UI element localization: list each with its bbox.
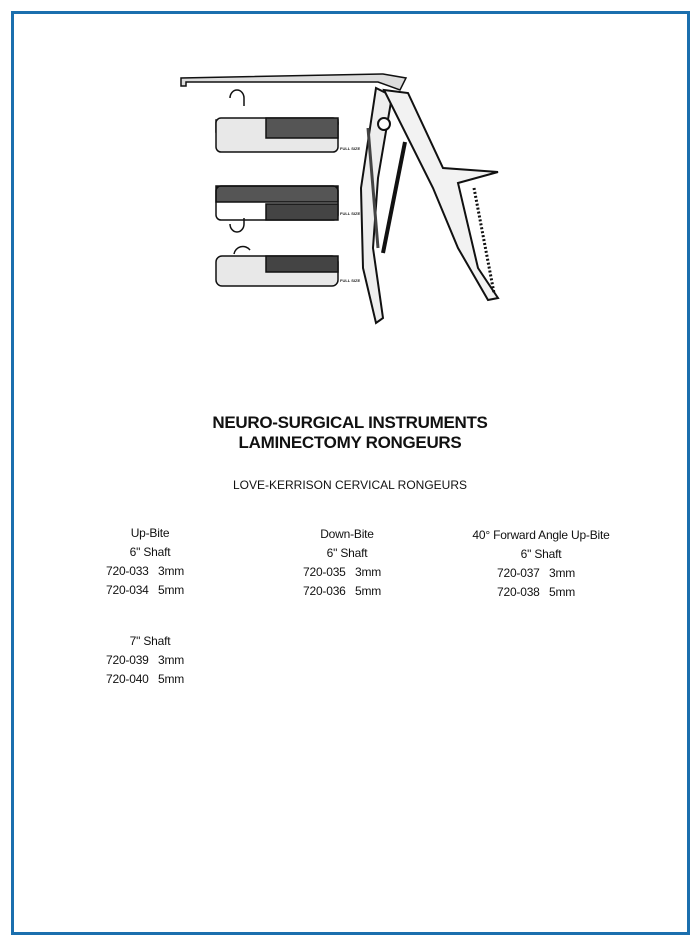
group-title: Up-Bite	[130, 526, 170, 540]
part-size: 5mm	[158, 583, 185, 597]
part-size: 5mm	[549, 585, 576, 599]
shaft-length: 6" Shaft	[520, 547, 562, 561]
full-size-label-3: FULL SIZE	[340, 278, 361, 283]
part-number: 720-033	[106, 564, 149, 578]
group-title: 40° Forward Angle Up-Bite	[472, 528, 610, 542]
list-item	[90, 651, 210, 670]
rongeur-illustration	[178, 68, 518, 330]
list-item	[90, 670, 210, 689]
list-item	[456, 583, 626, 602]
group-down-bite	[287, 525, 407, 601]
part-size: 3mm	[158, 564, 185, 578]
shaft-length: 7" Shaft	[129, 634, 171, 648]
shaft-length: 6" Shaft	[326, 546, 368, 560]
part-size: 3mm	[549, 566, 576, 580]
list-item	[287, 563, 407, 582]
part-number: 720-037	[497, 566, 540, 580]
group-up-bite	[90, 524, 210, 600]
full-size-label-2: FULL SIZE	[340, 211, 361, 216]
part-number: 720-039	[106, 653, 149, 667]
part-size: 3mm	[158, 653, 185, 667]
list-item	[456, 564, 626, 583]
part-size: 5mm	[355, 584, 382, 598]
part-number: 720-038	[497, 585, 540, 599]
group-forward-angle-up-bite	[456, 526, 626, 602]
list-item	[90, 581, 210, 600]
part-size: 3mm	[355, 565, 382, 579]
group-7in-shaft	[90, 632, 210, 689]
shaft-length: 6" Shaft	[129, 545, 171, 559]
part-number: 720-034	[106, 583, 149, 597]
heading-line-1: NEURO-SURGICAL INSTRUMENTS	[212, 413, 488, 432]
subheading: LOVE-KERRISON CERVICAL RONGEURS	[232, 478, 468, 492]
group-title: Down-Bite	[320, 527, 374, 541]
full-size-label: FULL SIZE	[340, 146, 361, 151]
list-item	[90, 562, 210, 581]
list-item	[287, 582, 407, 601]
part-size: 5mm	[158, 672, 185, 686]
part-number: 720-035	[303, 565, 346, 579]
part-number: 720-036	[303, 584, 346, 598]
part-number: 720-040	[106, 672, 149, 686]
heading-line-2: LAMINECTOMY RONGEURS	[238, 433, 462, 452]
